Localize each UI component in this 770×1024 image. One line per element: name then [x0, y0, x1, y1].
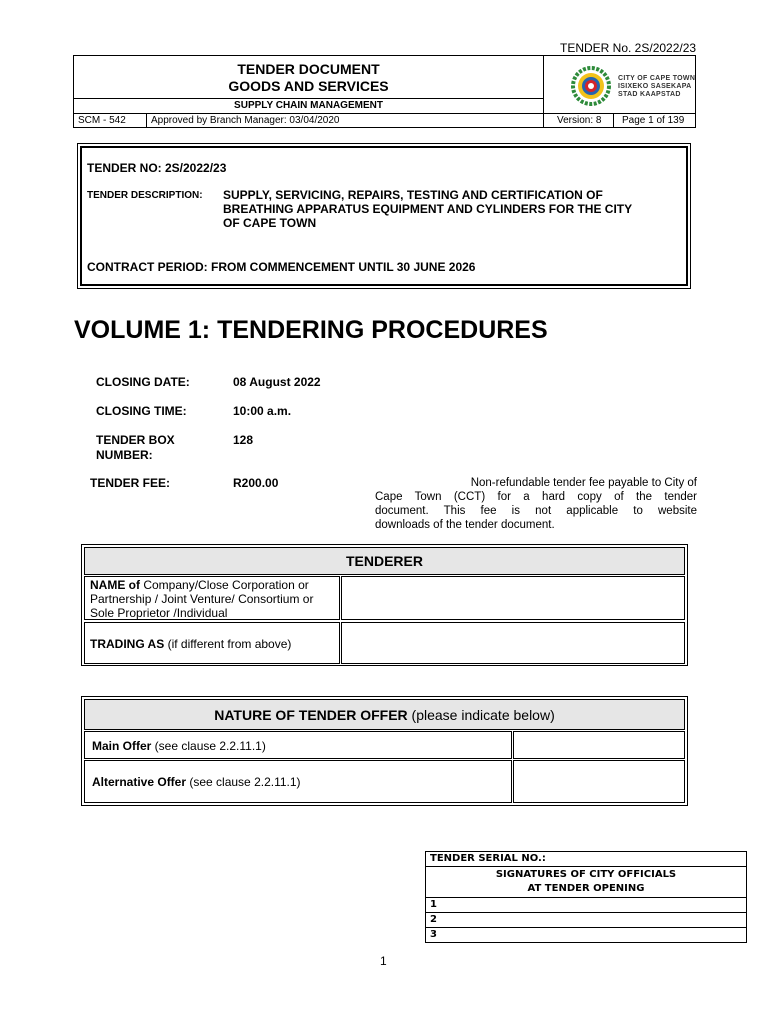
fee-note-line: Non-refundable tender fee payable to City of [470, 477, 697, 489]
version-label: Version: 8 [557, 115, 602, 126]
fee-note-line: downloads of the tender document. [375, 519, 555, 531]
tender-box-label [96, 433, 175, 463]
page-number: 1 [380, 954, 387, 968]
box-label-line: NUMBER: [96, 448, 153, 462]
tender-serial-label: TENDER SERIAL NO.: [426, 852, 747, 867]
signature-row[interactable]: 1 [426, 898, 747, 913]
alternative-offer-label-cell [84, 760, 512, 803]
closing-date: 08 August 2022 [233, 375, 321, 389]
closing-time: 10:00 a.m. [233, 404, 292, 418]
tender-fee: R200.00 [233, 476, 279, 490]
contract-period: CONTRACT PERIOD: FROM COMMENCEMENT UNTIL 30 JUNE 2026 [87, 260, 476, 274]
fee-note-line: Cape Town (CCT) for a hard copy of the tender [375, 491, 697, 503]
description-line: BREATHING APPARATUS EQUIPMENT AND CYLINDERS FOR THE CITY [223, 202, 633, 216]
tender-reference: TENDER No. 2S/2022/23 [560, 41, 697, 55]
approval-note: Approved by Branch Manager: 03/04/2020 [151, 115, 340, 126]
trading-as-rest: (if different from above) [164, 637, 292, 651]
signature-row[interactable]: 2 [426, 913, 747, 928]
page-count: Page 1 of 139 [622, 115, 685, 126]
logo-text [618, 75, 695, 99]
signature-row[interactable]: 3 [426, 928, 747, 943]
title-line-2: GOODS AND SERVICES [228, 78, 389, 94]
name-label-line: Sole Proprietor /Individual [90, 606, 228, 620]
box-label-line: TENDER BOX [96, 433, 175, 447]
signatures-heading-line: SIGNATURES OF CITY OFFICIALS [495, 869, 677, 880]
tenderer-heading: TENDERER [345, 553, 423, 569]
nature-of-offer-table [81, 696, 688, 806]
alternative-offer-bold: Alternative Offer [92, 775, 187, 789]
main-offer-bold: Main Offer [92, 739, 152, 753]
main-offer-label-cell [84, 731, 512, 759]
logo-text-line: ISIXEKO SASEKAPA [618, 83, 692, 90]
main-offer-rest: (see clause 2.2.11.1) [151, 739, 266, 753]
signatures-heading [426, 867, 747, 898]
logo-text-line: STAD KAAPSTAD [618, 91, 681, 98]
title-line-1: TENDER DOCUMENT [237, 61, 380, 77]
fee-note-line: document. This fee is not applicable to website [375, 505, 697, 517]
closing-date-label: CLOSING DATE: [96, 375, 190, 389]
tender-description [223, 188, 632, 230]
tender-number: TENDER NO: 2S/2022/23 [87, 161, 227, 175]
form-code: SCM - 542 [78, 115, 126, 126]
name-label-cell [84, 576, 340, 620]
tender-serial-table [425, 851, 747, 943]
tender-box-number: 128 [233, 433, 254, 447]
main-offer-checkbox[interactable] [513, 731, 685, 759]
nature-heading-bold: NATURE OF TENDER OFFER [214, 707, 408, 723]
alternative-offer-checkbox[interactable] [513, 760, 685, 803]
trading-as-label-cell [84, 622, 340, 664]
company-name-input[interactable] [341, 576, 685, 620]
document-title [73, 61, 544, 95]
document-subtitle: SUPPLY CHAIN MANAGEMENT [234, 100, 383, 111]
description-line: OF CAPE TOWN [223, 216, 317, 230]
alternative-offer-rest: (see clause 2.2.11.1) [186, 775, 301, 789]
city-of-cape-town-logo-icon [571, 66, 611, 106]
nature-heading-row [84, 699, 685, 730]
trading-as-input[interactable] [341, 622, 685, 664]
description-line: SUPPLY, SERVICING, REPAIRS, TESTING AND CERTIFICATION OF [223, 188, 603, 202]
volume-title: VOLUME 1: TENDERING PROCEDURES [74, 316, 548, 344]
closing-time-label: CLOSING TIME: [96, 404, 187, 418]
signatures-heading-line: AT TENDER OPENING [527, 883, 645, 894]
nature-heading-rest: (please indicate below) [407, 707, 555, 723]
tenderer-table [81, 544, 688, 666]
name-label-rest: Company/Close Corporation or [140, 578, 309, 592]
tender-fee-note [375, 476, 697, 532]
name-label-bold: NAME of [90, 578, 140, 592]
trading-as-bold: TRADING AS [90, 637, 165, 651]
tenderer-heading-row [84, 547, 685, 575]
tender-description-label: TENDER DESCRIPTION: [87, 190, 203, 201]
tender-fee-label: TENDER FEE: [90, 476, 171, 490]
logo-text-line: CITY OF CAPE TOWN [618, 75, 696, 82]
name-label-line: Partnership / Joint Venture/ Consortium or [90, 592, 314, 606]
